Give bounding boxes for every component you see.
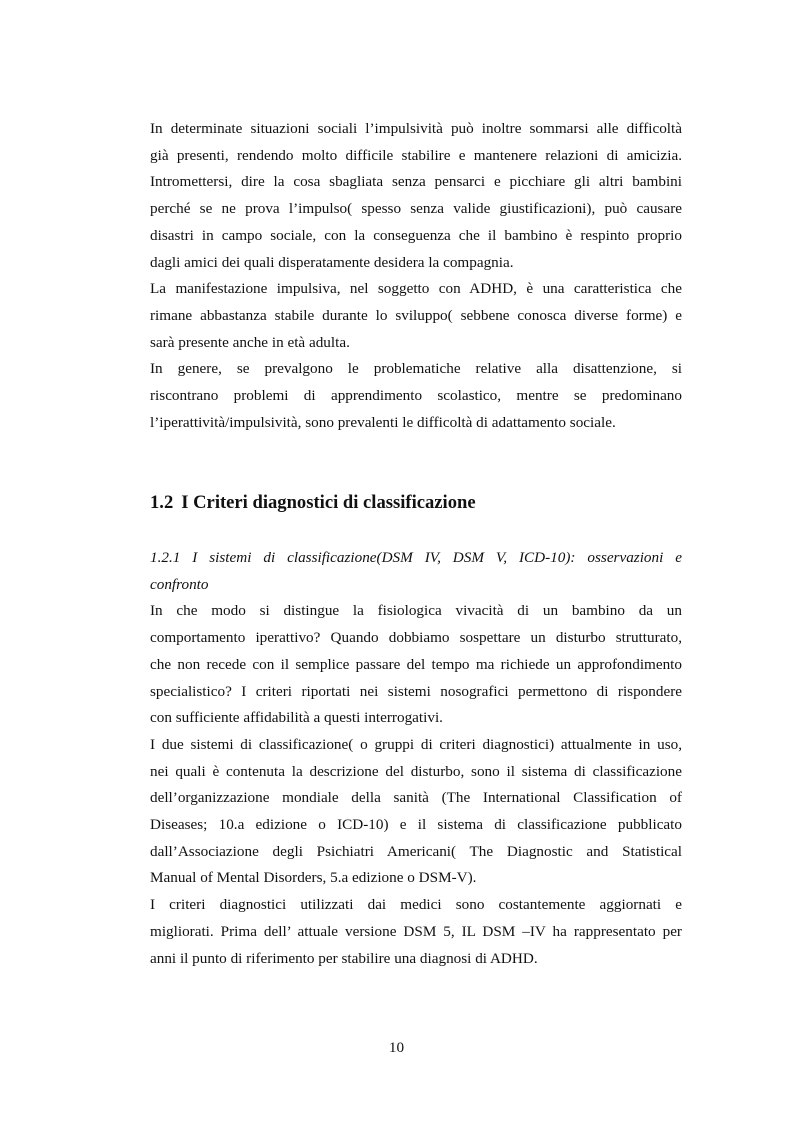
text-line: comportamento iperattivo? Quando dobbiamo sospettare un disturbo strutturato,	[150, 629, 682, 647]
text-line: In determinate situazioni sociali l’impulsività può inoltre sommarsi alle difficoltà	[150, 120, 682, 137]
text-line: La manifestazione impulsiva, nel soggetto con ADHD, è una caratteristica che	[150, 280, 682, 298]
text-line: già presenti, rendendo molto difficile stabilire e mantenere relazioni di amicizia.	[150, 146, 682, 164]
page-number: 10	[388, 1039, 405, 1056]
text-line: nei quali è contenuta la descrizione del disturbo, sono il sistema di classificazione	[150, 762, 682, 780]
text-line: migliorati. Prima dell’ attuale versione DSM 5, IL DSM –IV ha rappresentato per	[150, 922, 682, 940]
subsection-title-line: 1.2.1 I sistemi di classificazione(DSM IV, DSM V, ICD-10): osservazioni e	[150, 549, 682, 566]
section-body	[150, 545, 682, 972]
text-line: specialistico? I criteri riportati nei sistemi nosografici permettono di rispondere	[150, 682, 682, 700]
text-line: sarà presente anche in età adulta.	[150, 333, 350, 351]
text-line: rimane abbastanza stabile durante lo sviluppo( sebbene conosca diverse forme) e	[150, 306, 682, 324]
text-line: dagli amici dei quali disperatamente desidera la compagnia.	[150, 253, 514, 271]
text-line: anni il punto di riferimento per stabilire una diagnosi di ADHD.	[150, 949, 538, 967]
paragraph-general-problems	[150, 356, 682, 436]
paragraph-classification-systems	[150, 732, 682, 892]
paragraph-distinguish-vivacity	[150, 598, 682, 732]
section-title: I Criteri diagnostici di classificazione	[181, 492, 476, 513]
text-line: riscontrano problemi di apprendimento scolastico, mentre se predominano	[150, 387, 682, 405]
section-number: 1.2	[150, 492, 174, 513]
text-line: perché se ne prova l’impulso( spesso senza valide giustificazioni), può causare	[150, 200, 682, 218]
page-body	[150, 116, 682, 967]
text-line: che non recede con il semplice passare del tempo ma richiede un approfondimento	[150, 655, 682, 673]
text-line: Intromettersi, dire la cosa sbagliata senza pensarci e picchiare gli altri bambini	[150, 173, 682, 191]
paragraph-impulsivity-social	[150, 116, 682, 276]
text-line: I criteri diagnostici utilizzati dai medici sono costantemente aggiornati e	[150, 896, 682, 914]
text-line: l’iperattività/impulsività, sono prevalenti le difficoltà di adattamento sociale.	[150, 413, 616, 431]
text-line: Diseases; 10.a edizione o ICD-10) e il sistema di classificazione pubblicato	[150, 816, 682, 834]
paragraph-diagnostic-criteria	[150, 892, 682, 972]
text-line: In che modo si distingue la fisiologica vivacità di un bambino da un	[150, 602, 682, 620]
text-line: dell’organizzazione mondiale della sanità (The International Classification of	[150, 789, 682, 807]
subsection-heading	[150, 545, 682, 598]
text-line: Manual of Mental Disorders, 5.a edizione o DSM-V).	[150, 869, 477, 887]
text-line: disastri in campo sociale, con la conseguenza che il bambino è respinto proprio	[150, 226, 682, 244]
text-line: I due sistemi di classificazione( o gruppi di criteri diagnostici) attualmente in uso,	[150, 735, 682, 753]
text-line: dall’Associazione degli Psichiatri Americani( The Diagnostic and Statistical	[150, 842, 682, 860]
text-line: con sufficiente affidabilità a questi interrogativi.	[150, 709, 443, 727]
subsection-title-line: confronto	[150, 575, 209, 593]
paragraph-impulsive-manifestation	[150, 276, 682, 356]
text-line: In genere, se prevalgono le problematiche relative alla disattenzione, si	[150, 360, 682, 378]
section-heading	[150, 491, 682, 515]
